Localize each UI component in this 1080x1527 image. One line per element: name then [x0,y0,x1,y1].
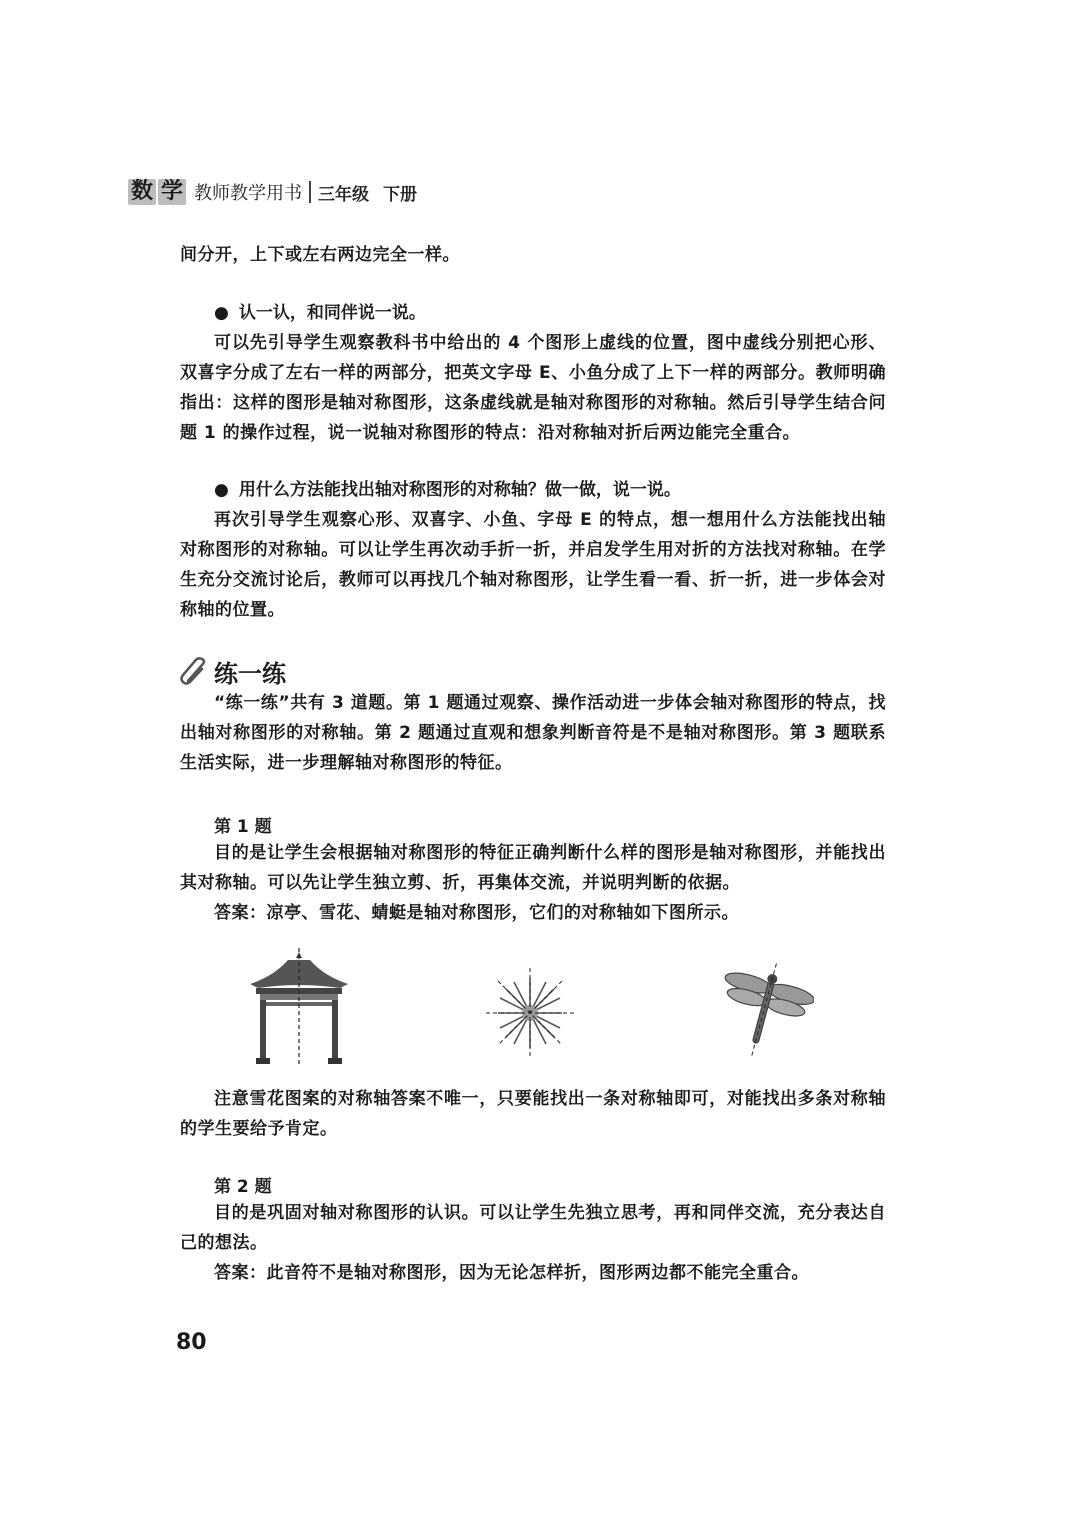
q1-answer: 答案：凉亭、雪花、蜻蜓是轴对称图形，它们的对称轴如下图所示。 [214,903,739,923]
header-divider [309,181,311,203]
q2-paragraph: 目的是巩固对轴对称图形的认识。可以让学生先独立思考，再和同伴交流，充分表达自己的想法。 [180,1203,886,1253]
pavilion-icon [244,948,354,1066]
q1-paragraph: 目的是让学生会根据轴对称图形的特征正确判断什么样的图形是轴对称图形，并能找出其对称轴。可以先让学生独立剪、折，再集体交流，并说明判断的依据。 [180,843,886,893]
section1-heading-text: 认一认，和同伴说一说。 [238,303,426,323]
snowflake-icon [484,968,576,1058]
page-number: 80 [176,1330,207,1355]
bullet-icon: ● [214,303,229,323]
section2-heading [214,475,681,505]
practice-paragraph: “练一练”共有 3 道题。第 1 题通过观察、操作活动进一步体会轴对称图形的特点，找出轴对称图形的对称轴。第 2 题通过直观和想象判断音符是不是轴对称图形。第 3 题联系生活实际，进一步理解轴对称图形的特征。 [180,693,886,773]
q2-body [180,1198,886,1288]
q2-answer: 答案：此音符不是轴对称图形，因为无论怎样折，图形两边都不能完全重合。 [214,1263,809,1283]
section2-body [180,505,886,625]
running-header [128,176,417,208]
practice-body [180,688,886,778]
dragonfly-icon [714,958,814,1062]
q1-note-body [180,1084,886,1144]
paperclip-icon [178,657,210,687]
book-title: 教师教学用书 [194,183,303,204]
section2-paragraph: 再次引导学生观察心形、双喜字、小鱼、字母 E 的特点，想一想用什么方法能找出轴对称图形的对称轴。可以让学生再次动手折一折，并启发学生用对折的方法找对称轴。在学生充分交流讨论后，教师可以再找几个轴对称图形，让学生看一看、折一折，进一步体会对称轴的位置。 [180,510,886,620]
section1-heading [214,298,426,328]
section1-paragraph: 可以先引导学生观察教科书中给出的 4 个图形上虚线的位置，图中虚线分别把心形、双喜字分成了左右一样的两部分，把英文字母 E、小鱼分成了上下一样的两部分。教师明确指出：这样的图形是轴对称图形，这条虚线就是轴对称图形的对称轴。然后引导学生结合问题 1 的操作过程，说一说轴对称图形的特点：沿对称轴对折后两边能完全重合。 [180,333,886,443]
section2-heading-text: 用什么方法能找出轴对称图形的对称轴？做一做，说一说。 [238,480,681,500]
q1-body [180,838,886,928]
subject-char-1: 数 [128,179,156,205]
answer-figures [230,940,830,1070]
q2-heading: 第 2 题 [214,1177,272,1197]
intro-text [180,240,886,270]
section1-body [180,328,886,448]
q1-heading: 第 1 题 [214,817,272,837]
volume-label: 下册 [383,184,418,205]
intro-line: 间分开，上下或左右两边完全一样。 [180,245,460,265]
practice-title-text: 练一练 [214,660,286,688]
q1-note: 注意雪花图案的对称轴答案不唯一，只要能找出一条对称轴即可，对能找出多条对称轴的学生要给予肯定。 [180,1089,886,1139]
subject-char-2: 学 [158,179,186,205]
grade-label: 三年级 [318,184,370,205]
bullet-icon: ● [214,480,229,500]
practice-title [178,654,286,689]
